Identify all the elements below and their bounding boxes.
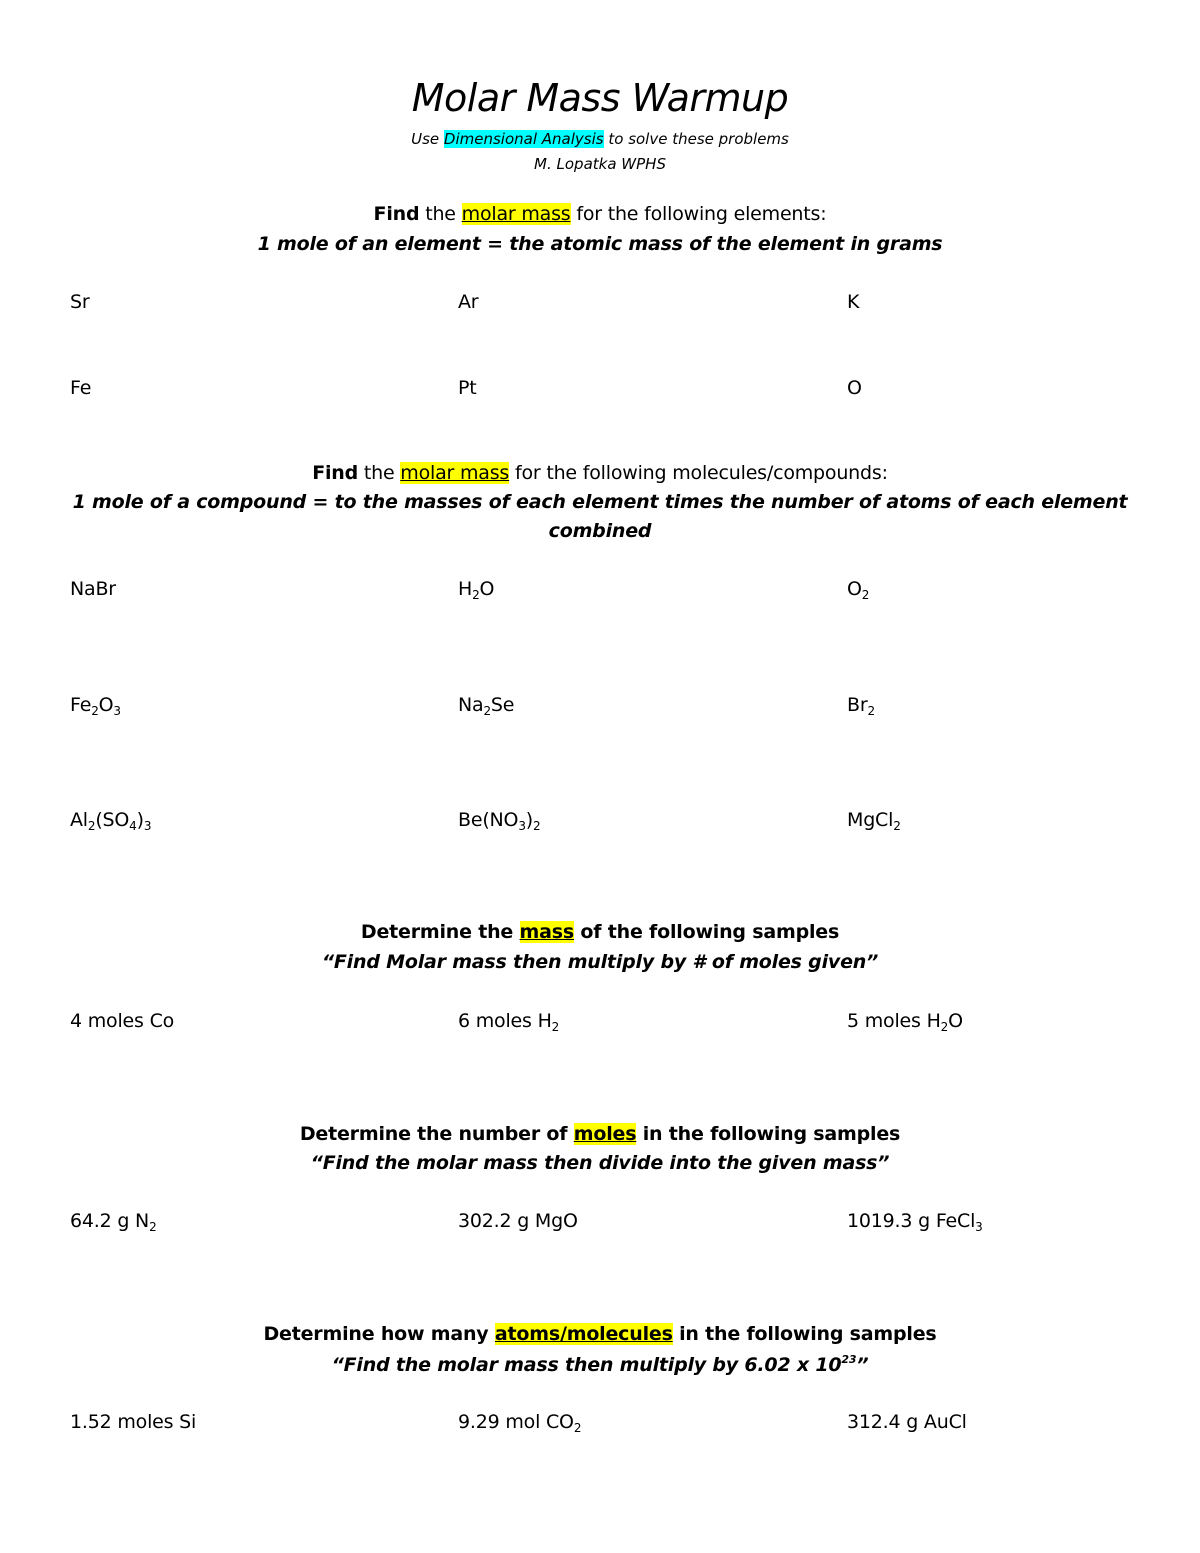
compound-item: $Al_2(SO_4)_3$ [70, 809, 152, 833]
author-line: M. Lopatka WPHS [534, 155, 666, 173]
section1-heading: Find the molar mass for the following elements: [373, 203, 827, 225]
element-item: Pt [458, 377, 477, 399]
section2-note-line1: 1 mole of a compound = to the masses of each element times the number of atoms of each element [72, 491, 1128, 513]
element-item: Fe [70, 377, 92, 399]
section2-note-line2: combined [548, 520, 652, 542]
section2-heading: Find the molar mass for the following molecules/compounds: [312, 462, 888, 484]
sample-item: 1.52 moles Si [70, 1411, 197, 1433]
sample-item: 302.2 g MgO [458, 1210, 578, 1232]
subtitle: Use Dimensional Analysis to solve these problems [411, 130, 789, 148]
section5-note: “Find the molar mass then multiply by 6.02 x $10^{23}$” [331, 1353, 869, 1376]
compound-item: $O_2$ [847, 578, 870, 602]
compound-item: NaBr [70, 578, 116, 600]
sample-item: 4 moles Co [70, 1010, 175, 1032]
section4-note: “Find the molar mass then divide into the given mass” [310, 1152, 890, 1174]
element-item: K [847, 291, 860, 313]
compound-item: MgCl$_2$ [847, 809, 901, 833]
sample-item: 5 moles $H_2O$ [847, 1010, 963, 1034]
compound-item: $Br_2$ [847, 694, 875, 718]
compound-item: $Be(NO_3)_2$ [458, 809, 541, 833]
dimensional-analysis-highlight: Dimensional Analysis [443, 130, 604, 148]
compound-item: $Fe_2O_3$ [70, 694, 121, 718]
page-title: Molar Mass Warmup [411, 76, 789, 120]
sample-item: 64.2 g $N_2$ [70, 1210, 157, 1234]
sample-item: 1019.3 g FeCl$_3$ [847, 1210, 983, 1234]
compound-item: $H_2O$ [458, 578, 495, 602]
section3-note: “Find Molar mass then multiply by # of moles given” [321, 951, 879, 973]
sample-item: 9.29 mol $CO_2$ [458, 1411, 582, 1435]
element-item: O [847, 377, 862, 399]
compound-item: $Na_2Se$ [458, 694, 515, 718]
element-item: Ar [458, 291, 479, 313]
section1-note: 1 mole of an element = the atomic mass of the element in grams [257, 233, 943, 255]
section4-heading: Determine the number of moles in the following samples [299, 1123, 901, 1145]
sample-item: 312.4 g AuCl [847, 1411, 967, 1433]
section3-heading: Determine the mass of the following samples [360, 921, 840, 943]
section5-heading: Determine how many atoms/molecules in the following samples [263, 1323, 937, 1345]
element-item: Sr [70, 291, 90, 313]
sample-item: 6 moles $H_2$ [458, 1010, 560, 1034]
